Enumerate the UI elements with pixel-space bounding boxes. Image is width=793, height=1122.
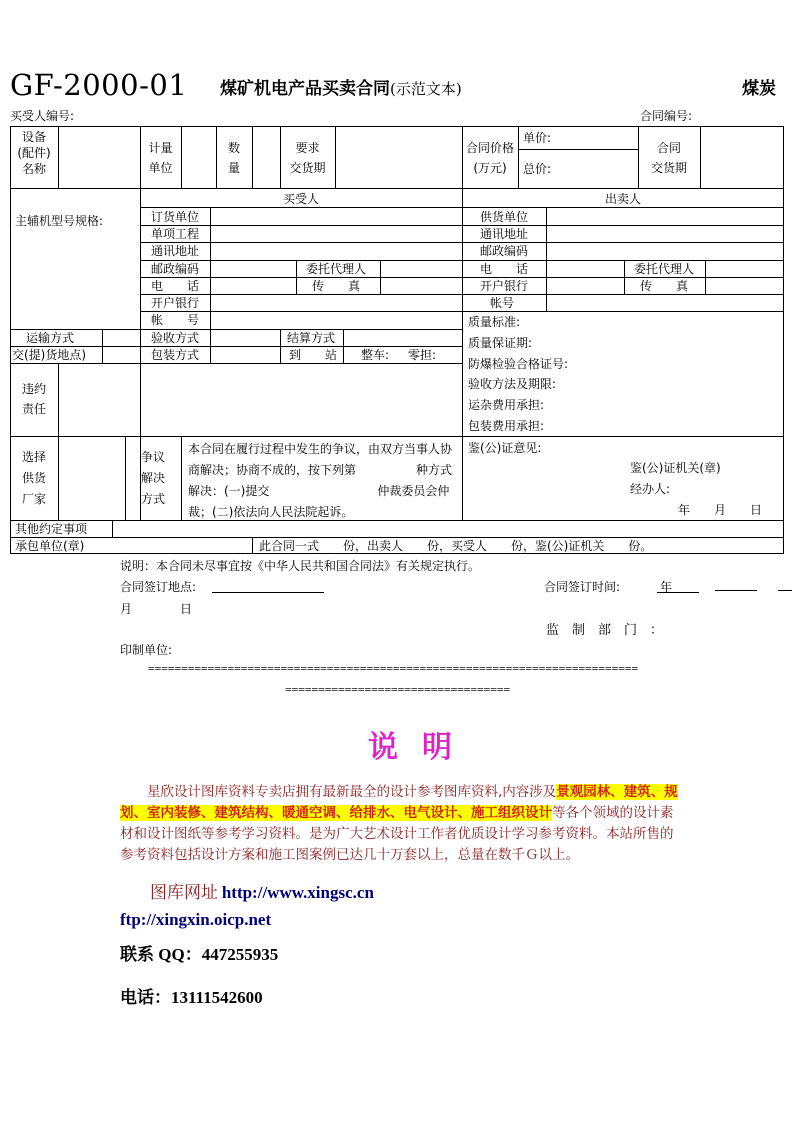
printer-label: 印制单位: (120, 643, 173, 657)
transport-cost-label: 运杂费用承担: (468, 398, 545, 412)
delivery-place-label: 交(提)货地点) (12, 348, 87, 362)
notary-handler-label: 经办人: (630, 482, 671, 496)
coal-label: 煤炭 (742, 79, 776, 99)
dispute-clause: 本合同在履行过程中发生的争议，由双方当事人协 商解决；协商不成的，按下列第 种方式 解决：(一)提交 仲裁委员会仲 裁；(二)依法向人民法院起诉。 (188, 442, 453, 519)
seller-agent-label: 委托代理人 (634, 262, 695, 276)
equipment-name-label: 设备 (配件) 名称 (17, 130, 51, 176)
notary-date-label: 年 月 日 (678, 503, 763, 517)
notary-opinion-label: 鉴(公)证意见: (468, 441, 542, 455)
phone-contact: 电话：13111542600 (120, 988, 263, 1007)
part-load-label: 零担: (408, 348, 437, 362)
highlighted-categories: 景观园林、建筑、规划、室内装修、建筑结构、暖通空调、给排水、电气设计、施工组织设计 (120, 784, 678, 821)
contract-delivery-label: 合同 交货期 (650, 141, 687, 175)
seller-phone-label: 电 话 (480, 262, 529, 276)
whole-car-label: 整车: (361, 348, 390, 362)
year-underline (657, 592, 699, 593)
contractor-seal-label: 承包单位(章) (15, 539, 85, 553)
contract-price-label: 合同价格 (万元) (465, 141, 514, 175)
quality-standard-label: 质量标准: (468, 315, 521, 329)
acceptance-method-label: 验收方法及期限: (468, 377, 557, 391)
gallery-url-line: 图库网址 http://www.xingsc.cn (150, 883, 374, 902)
delivery-requirement-label: 要求 交货期 (289, 141, 326, 175)
copies-clause: 此合同一式 份，出卖人 份，买受人 份，鉴(公)证机关 份。 (259, 539, 653, 553)
packing-mode-label: 包装方式 (151, 348, 200, 362)
quantity-label: 数 量 (227, 141, 240, 175)
buyer-order-unit-label: 订货单位 (151, 210, 200, 224)
other-terms-label: 其他约定事项 (15, 522, 88, 536)
settlement-mode-label: 结算方式 (287, 331, 336, 345)
seller-fax-label: 传 真 (640, 279, 689, 293)
month-underline (715, 590, 757, 591)
contract-note: 说明：本合同未尽事宜按《中华人民共和国合同法》有关规定执行。 (120, 559, 481, 573)
unit-price-label: 单价: (523, 131, 552, 145)
buyer-phone-label: 电 话 (151, 279, 200, 293)
quality-warranty-label: 质量保证期: (468, 336, 533, 350)
sign-place-underline (212, 592, 324, 593)
model-spec-label: 主辅机型号规格: (15, 214, 104, 228)
ftp-link[interactable]: ftp://xingxin.oicp.net (120, 910, 272, 929)
explosion-proof-cert-label: 防爆检验合格证号: (468, 357, 569, 371)
contract-number-label: 合同编号: (640, 109, 693, 123)
sign-month-day-label: 月 日 (120, 602, 193, 616)
total-price-label: 总价: (523, 162, 552, 176)
seller-postcode-label: 邮政编码 (480, 244, 529, 258)
buyer-agent-label: 委托代理人 (306, 262, 367, 276)
seller-address-label: 通讯地址 (480, 227, 529, 241)
buyer-header: 买受人 (282, 192, 319, 206)
unit-label: 计量 单位 (148, 141, 173, 175)
sign-place-label: 合同签订地点: (120, 580, 197, 594)
seller-header: 出卖人 (604, 192, 641, 206)
sign-year-label: 年 (660, 580, 673, 594)
form-code: GF-2000-01 (10, 68, 188, 102)
qq-contact: 联系 QQ：447255935 (120, 945, 279, 964)
separator-line: ========================================================================== (148, 662, 639, 675)
sign-time-label: 合同签订时间: (544, 580, 621, 594)
buyer-fax-label: 传 真 (312, 279, 361, 293)
dispute-method-label: 争议 解决 方式 (140, 450, 165, 506)
contract-title: 煤矿机电产品买卖合同(示范文本) (220, 79, 462, 99)
buyer-address-label: 通讯地址 (151, 244, 200, 258)
gallery-url-link[interactable]: http://www.xingsc.cn (221, 883, 374, 902)
buyer-account-label: 帐 号 (151, 313, 200, 327)
station-label: 到 站 (289, 348, 338, 362)
buyer-bank-label: 开户银行 (151, 296, 200, 310)
buyer-postcode-label: 邮政编码 (151, 262, 200, 276)
notary-office-label: 鉴(公)证机关(章) (630, 461, 721, 475)
packing-cost-label: 包装费用承担: (468, 419, 545, 433)
buyer-project-label: 单项工程 (151, 227, 200, 241)
buyer-number-label: 买受人编号: (10, 109, 75, 123)
seller-bank-label: 开户银行 (480, 279, 529, 293)
day-underline (778, 590, 792, 591)
separator-line-2: ================================== (285, 683, 511, 696)
explain-title: 说明 (368, 730, 476, 765)
seller-account-label: 帐号 (490, 296, 515, 310)
seller-supply-unit-label: 供货单位 (480, 210, 529, 224)
breach-liability-label: 违约 责任 (21, 382, 46, 416)
acceptance-mode-label: 验收方式 (151, 331, 200, 345)
supervisor-label: 监 制 部 门 ： (546, 623, 664, 638)
explain-paragraph: 星欣设计图库资料专卖店拥有最新最全的设计参考图库资料,内容涉及景观园林、建筑、规划、室内装修、建筑结构、暖通空调、给排水、电气设计、施工组织设计等各个领域的设计素材和设计图纸等参考学习资料。是为广大艺术设计工作者优质设计学习参考资料。本站所售的参考资料包括设计方案和施工图案例已达几十万套以上，总量在数千Ｇ以上。 (120, 784, 678, 863)
transport-mode-label: 运输方式 (26, 331, 75, 345)
select-supplier-label: 选择 供货 厂家 (21, 450, 46, 506)
